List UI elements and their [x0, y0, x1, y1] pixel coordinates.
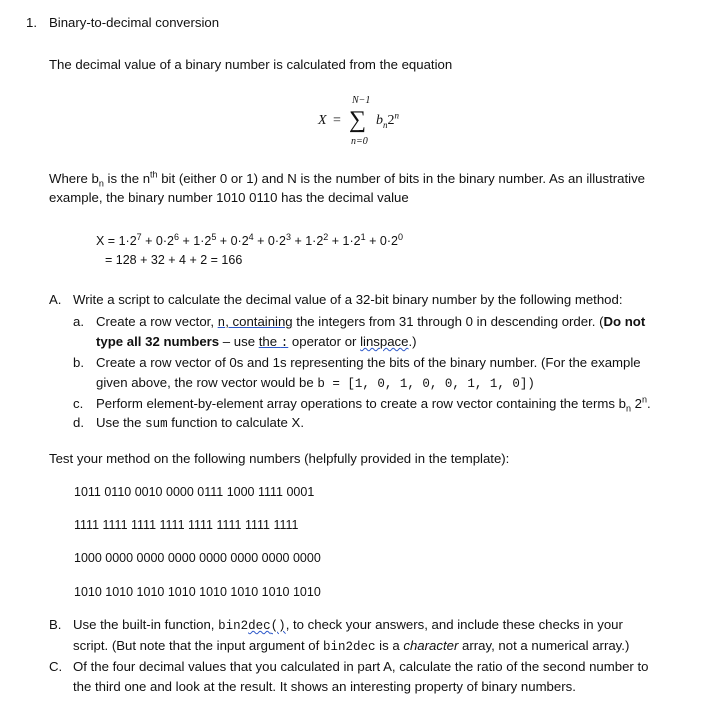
test-number-4: 1010 1010 1010 1010 1010 1010 1010 1010 [74, 585, 321, 599]
test-number-3: 1000 0000 0000 0000 0000 0000 0000 0000 [74, 551, 321, 565]
example-line-1: $X = 1\cdot 2^7 + 0\cdot 2^6 + 1\cdot 2^5 + 0\cdot 2^4 + 0\cdot 2^3 + 1\cdot 2^2 + 1\cdot 2^1 + 0\cdot 2^0$ [96, 231, 403, 248]
part-a-label: A. [49, 292, 62, 307]
summation-sign: ∑ [349, 107, 367, 133]
item-d-label: d. [73, 415, 84, 430]
test-number-2: 1111 1111 1111 1111 1111 1111 1111 1111 [74, 518, 299, 532]
item-a-line-2: type all 32 numbers – use the : operator or linspace.) [96, 334, 417, 350]
part-b-line-1: Use the built-in function, bin2dec(), to check your answers, and include these checks in your [73, 617, 623, 633]
where-line-1: Where $b_n$ is the $n^{th}$ bit (either 0 or 1) and N is the number of bits in the binary number. As an illustrative [49, 169, 646, 189]
equation-term: $b_n2^n$ [376, 110, 399, 130]
equation-lhs: X [318, 113, 327, 128]
part-c-line-2: the third one and look at the result. It shows an interesting property of binary numbers. [73, 679, 576, 694]
test-number-1: 1011 0110 0010 0000 0111 1000 1111 0001 [74, 485, 315, 499]
equation-equals: = [333, 113, 341, 128]
item-c-text: Perform element-by-element array operations to create a row vector containing the terms $b_n$ 2$^n$. [96, 394, 651, 414]
where-line-2: example, the binary number 1010 0110 has the decimal value [49, 190, 409, 205]
intro-text: The decimal value of a binary number is calculated from the equation [49, 57, 453, 72]
item-d-text: Use the sum function to calculate X. [96, 415, 304, 431]
item-c-label: c. [73, 396, 84, 411]
test-intro: Test your method on the following numbers (helpfully provided in the template): [49, 451, 510, 466]
sum-upper-limit: N−1 [352, 95, 371, 106]
item-b-label: b. [73, 355, 84, 370]
problem-number: 1. [26, 15, 37, 30]
problem-title: Binary-to-decimal conversion [49, 15, 220, 30]
item-a-label: a. [73, 314, 84, 329]
sum-lower-limit: n=0 [351, 136, 368, 147]
part-b-label: B. [49, 617, 62, 632]
part-b-line-2: script. (But note that the input argument of bin2dec is a character array, not a numerical array.) [73, 638, 630, 654]
part-c-label: C. [49, 659, 63, 674]
example-line-2: = 128 + 32 + 4 + 2 = 166 [105, 253, 243, 267]
item-b-line-1: Create a row vector of 0s and 1s representing the bits of the binary number. (For the example [96, 355, 641, 370]
item-a-line-1: Create a row vector, n, containing the integers from 31 through 0 in descending order. (Do not [96, 314, 646, 330]
part-c-line-1: Of the four decimal values that you calculated in part A, calculate the ratio of the second number to [73, 659, 649, 674]
item-b-line-2: given above, the row vector would be b = [1, 0, 1, 0, 0, 1, 1, 0]) [96, 375, 535, 391]
part-a-text: Write a script to calculate the decimal value of a 32-bit binary number by the following method: [73, 292, 623, 307]
